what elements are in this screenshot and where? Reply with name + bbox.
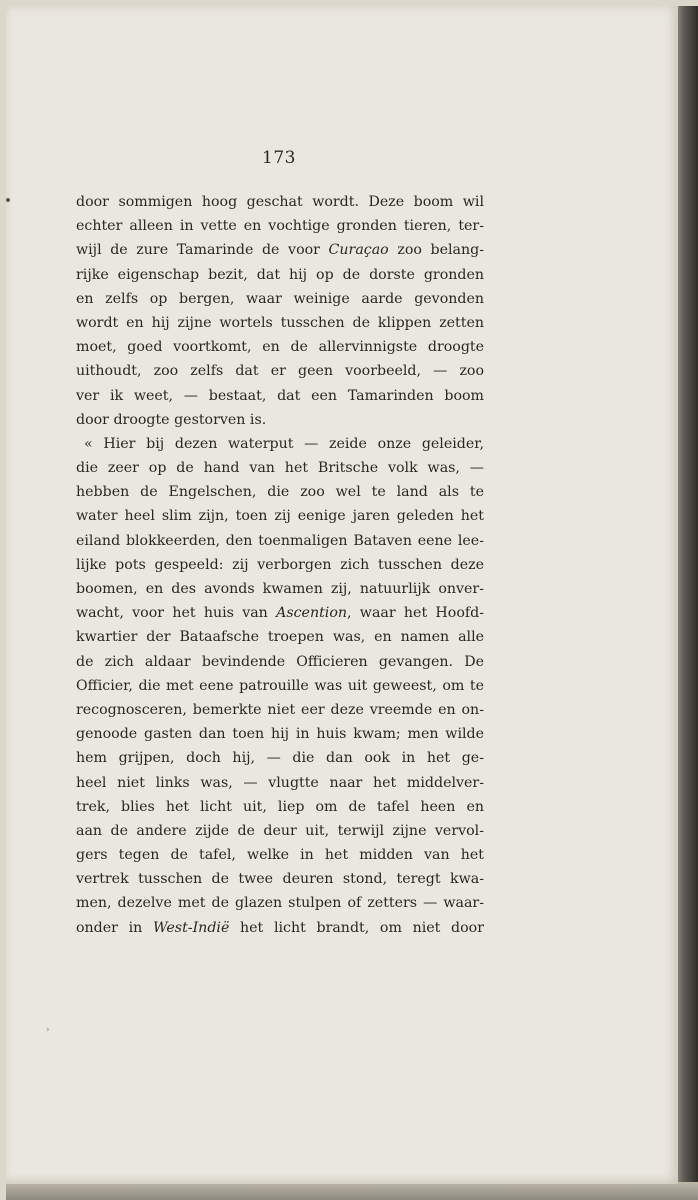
italic-term: West-Indië — [152, 919, 230, 936]
text-line: gers tegen de tafel, welke in het midden van het — [76, 847, 484, 864]
text-line: ver ik weet, — bestaat, dat een Tamarinden boom — [76, 387, 484, 404]
margin-mark: › — [46, 1025, 50, 1035]
text-line: genoode gasten dan toen hij in huis kwam; men wilde — [76, 726, 484, 743]
book-page — [6, 6, 678, 1184]
text-line: heel niet links was, — vlugtte naar het middelver- — [76, 774, 484, 791]
text-line: « Hier bij dezen waterput — zeide onze geleider, — [84, 435, 484, 452]
text-line: die zeer op de hand van het Britsche volk was, — — [76, 460, 484, 477]
text-line: men, dezelve met de glazen stulpen of zetters — waar- — [76, 895, 484, 912]
text-line: wijl de zure Tamarinde de voor Curaçao zoo belang- — [76, 242, 484, 259]
text-line: hebben de Engelschen, die zoo wel te land als te — [76, 484, 484, 501]
body-text — [76, 190, 484, 940]
page-number: 173 — [262, 148, 296, 168]
text-line: echter alleen in vette en vochtige gronden tieren, ter- — [76, 218, 484, 235]
text-line: onder in West-Indië het licht brandt, om niet door — [76, 919, 484, 936]
text-line: uithoudt, zoo zelfs dat er geen voorbeeld, — zoo — [76, 363, 484, 380]
margin-dot — [6, 198, 10, 202]
text-line: kwartier der Bataafsche troepen was, en namen alle — [76, 629, 484, 646]
text-line: aan de andere zijde de deur uit, terwijl zijne vervol- — [76, 822, 484, 839]
text-line: rijke eigenschap bezit, dat hij op de dorste gronden — [76, 266, 484, 283]
text-line: eiland blokkeerden, den toenmaligen Bataven eene lee- — [76, 532, 484, 549]
text-line: wordt en hij zijne wortels tusschen de klippen zetten — [76, 314, 484, 331]
text-line: water heel slim zijn, toen zij eenige jaren geleden het — [76, 508, 484, 525]
text-line: wacht, voor het huis van Ascention, waar het Hoofd- — [76, 605, 484, 622]
text-line: en zelfs op bergen, waar weinige aarde gevonden — [76, 290, 484, 307]
text-line: Officier, die met eene patrouille was uit geweest, om te — [76, 677, 484, 694]
italic-term: Curaçao — [328, 242, 389, 259]
text-line: vertrek tusschen de twee deuren stond, teregt kwa- — [76, 871, 484, 888]
text-line: de zich aldaar bevindende Officieren gevangen. De — [76, 653, 484, 670]
text-line: boomen, en des avonds kwamen zij, natuurlijk onver- — [76, 581, 484, 597]
text-line: moet, goed voortkomt, en de allervinnigste droogte — [76, 339, 484, 356]
page-bottom-edge — [6, 1182, 698, 1200]
text-line: recognosceren, bemerkte niet eer deze vreemde en on- — [76, 701, 484, 718]
text-line: door sommigen hoog geschat wordt. Deze boom wil — [76, 194, 484, 210]
text-line: trek, blies het licht uit, liep om de tafel heen en — [76, 798, 484, 815]
text-line: hem grijpen, doch hij, — die dan ook in het ge- — [76, 750, 484, 767]
text-line: lijke pots gespeeld: zij verborgen zich tusschen deze — [76, 556, 484, 573]
page-edge-shadow — [676, 6, 698, 1200]
text-line: door droogte gestorven is. — [76, 411, 267, 428]
italic-term: Ascention — [276, 605, 348, 622]
